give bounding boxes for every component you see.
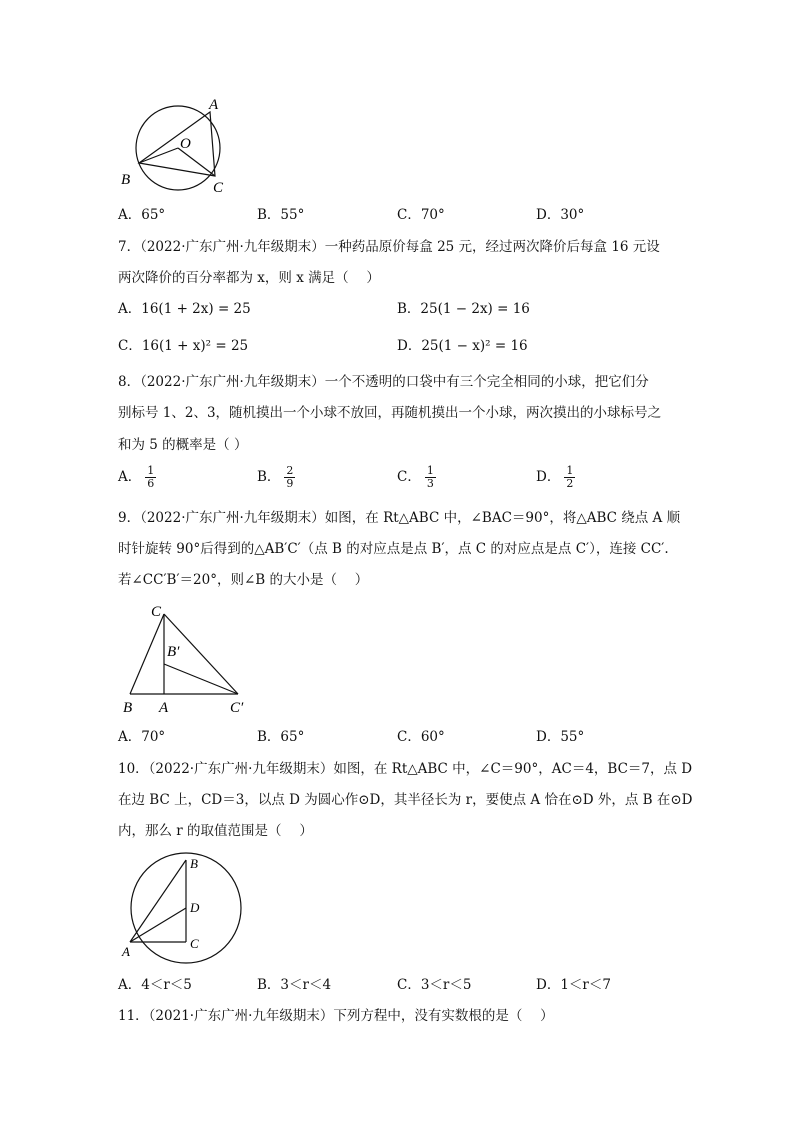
q6-label-a: A bbox=[209, 97, 219, 113]
q10-label-d: D bbox=[190, 900, 200, 915]
q10-label-a: A bbox=[122, 944, 130, 959]
q9-stem-line3: 若∠CC′B′＝20°，则∠B 的大小是（ ） bbox=[118, 572, 369, 588]
q7-option-a[interactable]: A．16(1 + 2x) = 25 bbox=[118, 301, 251, 317]
q8-option-b-fraction bbox=[284, 465, 295, 490]
q9-option-c[interactable]: C．60° bbox=[397, 729, 445, 745]
q8-option-a[interactable] bbox=[118, 465, 156, 490]
q6-triangle-abc bbox=[139, 112, 215, 176]
q6-option-d[interactable]: D．30° bbox=[536, 207, 585, 223]
q8-option-a-num: 1 bbox=[147, 464, 155, 477]
q9-label-c-prime: C′ bbox=[230, 700, 244, 716]
q7-stem-line2: 两次降价的百分率都为 x，则 x 满足（ ） bbox=[118, 270, 380, 286]
q8-option-c-den: 3 bbox=[426, 477, 434, 490]
q9-option-b[interactable]: B．65° bbox=[257, 729, 305, 745]
q7-option-d[interactable]: D．25(1 − x)² = 16 bbox=[397, 338, 528, 354]
q9-triangle-figure bbox=[112, 600, 262, 716]
q9-label-c: C bbox=[151, 604, 162, 620]
q9-stem-line1: 9．（2022·广东广州·九年级期末）如图，在 Rt△ABC 中，∠BAC＝90°，将△ABC 绕点 A 顺 bbox=[118, 510, 681, 526]
q10-segment-ad bbox=[130, 908, 186, 942]
q8-stem-line3: 和为 5 的概率是（ ） bbox=[118, 437, 248, 453]
q9-label-b: B bbox=[123, 700, 133, 716]
q10-option-b[interactable]: B．3＜r＜4 bbox=[257, 977, 332, 993]
q7-option-c[interactable]: C．16(1 + x)² = 25 bbox=[118, 338, 249, 354]
q6-option-b[interactable]: B．55° bbox=[257, 207, 305, 223]
q7-stem-line1: 7．（2022·广东广州·九年级期末）一种药品原价每盒 25 元，经过两次降价后每盒 16 元设 bbox=[118, 239, 660, 255]
q8-option-c-letter: C． bbox=[397, 469, 421, 485]
q10-option-d[interactable]: D．1＜r＜7 bbox=[536, 977, 611, 993]
q9-segment-bc bbox=[130, 614, 164, 694]
q9-option-a[interactable]: A．70° bbox=[118, 729, 166, 745]
q8-option-b[interactable] bbox=[257, 465, 295, 490]
q8-option-d-num: 1 bbox=[566, 464, 574, 477]
q6-segment-oc bbox=[178, 148, 215, 176]
q10-segment-ab bbox=[130, 860, 186, 942]
q8-option-c-fraction bbox=[425, 465, 436, 490]
q10-label-b: B bbox=[190, 856, 198, 871]
q10-option-a[interactable]: A．4＜r＜5 bbox=[118, 977, 192, 993]
q8-option-c-num: 1 bbox=[426, 464, 434, 477]
q8-stem-line2: 别标号 1、2、3，随机摸出一个小球不放回，再随机摸出一个小球，两次摸出的小球标号之 bbox=[118, 405, 662, 421]
q8-option-b-den: 9 bbox=[286, 477, 294, 490]
q6-label-c: C bbox=[213, 180, 224, 196]
q8-option-a-den: 6 bbox=[147, 477, 155, 490]
q7-option-b[interactable]: B．25(1 − 2x) = 16 bbox=[397, 301, 530, 317]
q9-label-b-prime: B′ bbox=[167, 644, 180, 660]
q8-option-a-letter: A． bbox=[118, 469, 142, 485]
q11-stem-line1: 11．（2021·广东广州·九年级期末）下列方程中，没有实数根的是（ ） bbox=[118, 1008, 554, 1024]
q6-circle-figure bbox=[110, 96, 240, 200]
q6-label-b: B bbox=[121, 172, 131, 188]
q10-circle-figure bbox=[112, 848, 252, 966]
q8-option-b-num: 2 bbox=[286, 464, 294, 477]
q9-label-a: A bbox=[159, 700, 169, 716]
q8-option-b-letter: B． bbox=[257, 469, 281, 485]
q6-label-o: O bbox=[180, 136, 191, 152]
q8-stem-line1: 8．（2022·广东广州·九年级期末）一个不透明的口袋中有三个完全相同的小球，把它们分 bbox=[118, 374, 649, 390]
q10-stem-line3: 内，那么 r 的取值范围是（ ） bbox=[118, 823, 313, 839]
q6-option-c[interactable]: C．70° bbox=[397, 207, 445, 223]
q10-label-c: C bbox=[190, 936, 199, 951]
q8-option-a-fraction bbox=[145, 465, 156, 490]
q10-stem-line2: 在边 BC 上，CD＝3，以点 D 为圆心作⊙D，其半径长为 r，要使点 A 恰在⊙D 外，点 B 在⊙D bbox=[118, 792, 693, 808]
q6-option-a[interactable]: A．65° bbox=[118, 207, 166, 223]
q8-option-d[interactable] bbox=[536, 465, 575, 490]
q9-option-d[interactable]: D．55° bbox=[536, 729, 585, 745]
q10-stem-line1: 10．（2022·广东广州·九年级期末）如图，在 Rt△ABC 中，∠C＝90°，AC＝4，BC＝7，点 D bbox=[118, 761, 693, 777]
q9-stem-line2: 时针旋转 90°后得到的△AB′C′（点 B 的对应点是点 B′，点 C 的对应点是点 C′），连接 CC′. bbox=[118, 541, 669, 557]
q10-option-c[interactable]: C．3＜r＜5 bbox=[397, 977, 472, 993]
q8-option-d-letter: D． bbox=[536, 469, 561, 485]
q8-option-d-den: 2 bbox=[566, 477, 574, 490]
q8-option-d-fraction bbox=[564, 465, 575, 490]
q6-segment-ob bbox=[139, 148, 178, 163]
q9-segment-b-prime-c-prime bbox=[164, 664, 238, 694]
q8-option-c[interactable] bbox=[397, 465, 436, 490]
